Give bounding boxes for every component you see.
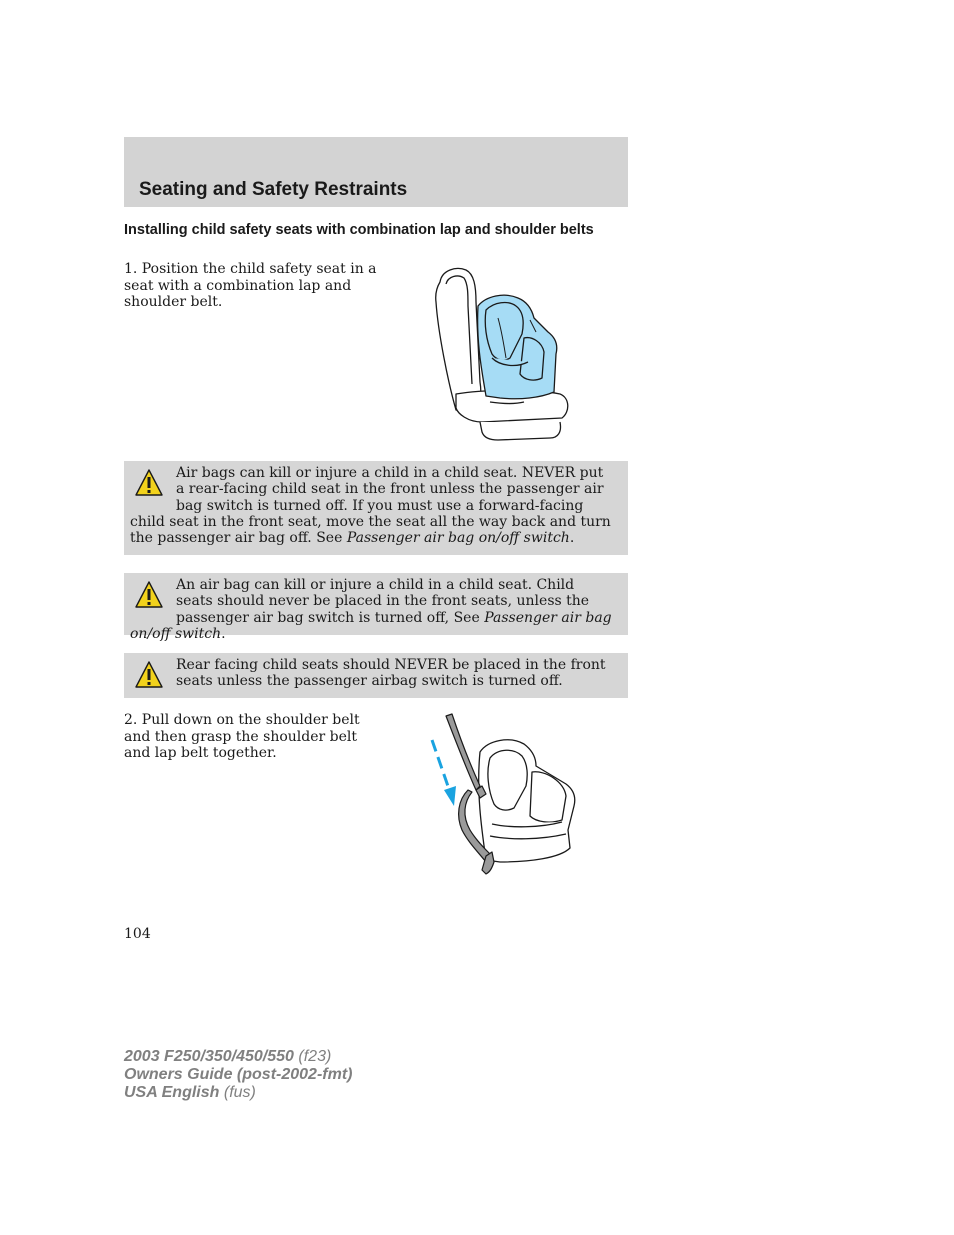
cross-reference: Passenger air bag on/off switch (130, 609, 612, 642)
warning-text: Air bags can kill or injure a child in a child seat. NEVER put a rear-facing child seat in the front unless the passenger air bag switch is turned off. If you must use a forward-facing child seat in the front seat, move the seat all the way back and turn the passenger air bag off. See Passenger air bag on/off switch. (130, 465, 611, 547)
section-header-band (124, 137, 628, 207)
warning-text: An air bag can kill or injure a child in a child seat. Child seats should never be placed in the front seats, unless the passenger air bag switch is turned off, See Passenger air bag on/off switch. (130, 577, 612, 642)
footer-line-2: Owners Guide (post-2002-fmt) (124, 1066, 353, 1083)
warning-box-airbag-rear-facing (124, 461, 628, 555)
cross-reference: Passenger air bag on/off switch (346, 530, 570, 547)
pull-down-arrow-icon (432, 740, 456, 806)
warning-box-rear-facing-never-front (124, 653, 628, 698)
pull-shoulder-belt-illustration (420, 712, 590, 882)
document-footer (124, 1048, 352, 1102)
warning-box-airbag-front-seats (124, 573, 628, 642)
warning-text: Rear facing child seats should NEVER be placed in the front seats unless the passenger airbag switch is turned off. (176, 657, 606, 690)
warning-triangle-icon (134, 468, 164, 498)
warning-triangle-icon (134, 660, 164, 690)
warning-triangle-icon (134, 580, 164, 610)
footer-line-1: 2003 F250/350/450/550 (f23) (124, 1048, 332, 1065)
subheading: Installing child safety seats with combination lap and shoulder belts (124, 222, 594, 238)
footer-line-3: USA English (fus) (124, 1084, 256, 1101)
step-1-text: 1. Position the child safety seat in a seat with a combination lap and shoulder belt. (124, 261, 377, 310)
section-title: Seating and Safety Restraints (139, 179, 408, 200)
page-number: 104 (124, 926, 151, 942)
child-seat-on-vehicle-seat-illustration (420, 262, 590, 447)
step-2-text: 2. Pull down on the shoulder belt and then grasp the shoulder belt and lap belt together. (124, 712, 360, 761)
